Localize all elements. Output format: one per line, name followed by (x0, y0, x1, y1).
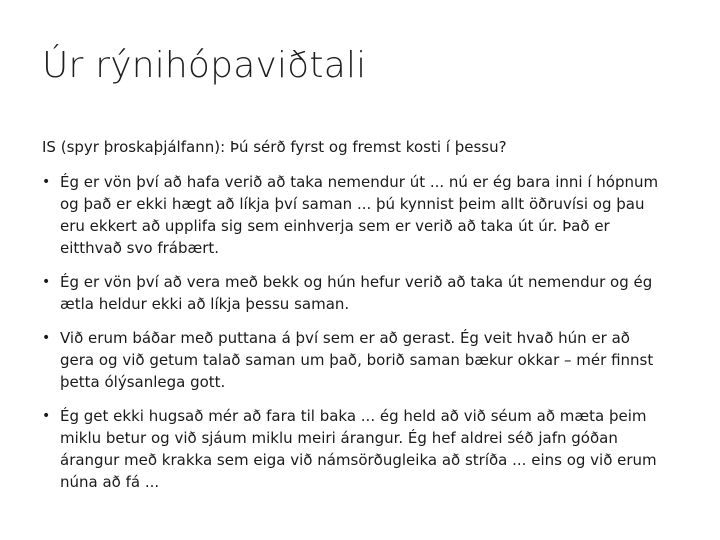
quote-line: Ég er vön því að vera með bekk og hún hefur verið að taka út nemendur og ég (60, 273, 653, 291)
quote-line: þetta ólýsanlega gott. (60, 373, 226, 391)
quote-item (42, 171, 702, 259)
bullet-icon: • (42, 174, 51, 190)
quote-line: Ég get ekki hugsað mér að fara til baka ... ég held að við séum að mæta þeim (60, 407, 647, 425)
quote-line: núna að fá ... (60, 473, 160, 491)
bullet-icon: • (42, 408, 51, 424)
quote-item (42, 405, 702, 493)
quote-line: gera og við getum talað saman um það, borið saman bækur okkar – mér finnst (60, 351, 654, 369)
slide-title: Úr rýnihópaviðtali (42, 45, 367, 86)
quote-line: eru ekkert að upplifa sig sem einhverja sem er verið að taka út úr. Það er (60, 217, 610, 235)
quote-list (42, 171, 702, 505)
quote-line: ætla heldur ekki að líkja þessu saman. (60, 295, 350, 313)
quote-line: miklu betur og við sjáum miklu meiri árangur. Ég hef aldrei séð jafn góðan (60, 429, 618, 447)
quote-line: Við erum báðar með puttana á því sem er að gerast. Ég veit hvað hún er að (60, 329, 630, 347)
quote-line: eitthvað svo frábært. (60, 239, 220, 257)
quote-item (42, 271, 702, 315)
bullet-icon: • (42, 274, 51, 290)
intro-question: IS (spyr þroskaþjálfann): Þú sérð fyrst og fremst kosti í þessu? (42, 138, 507, 156)
bullet-icon: • (42, 330, 51, 346)
quote-item (42, 327, 702, 393)
quote-line: árangur með krakka sem eiga við námsörðugleika að stríða ... eins og við erum (60, 451, 657, 469)
quote-line: og það er ekki hægt að líkja því saman ... þú kynnist þeim allt öðruvísi og þau (60, 195, 645, 213)
quote-line: Ég er vön því að hafa verið að taka nemendur út ... nú er ég bara inni í hópnum (60, 173, 659, 191)
